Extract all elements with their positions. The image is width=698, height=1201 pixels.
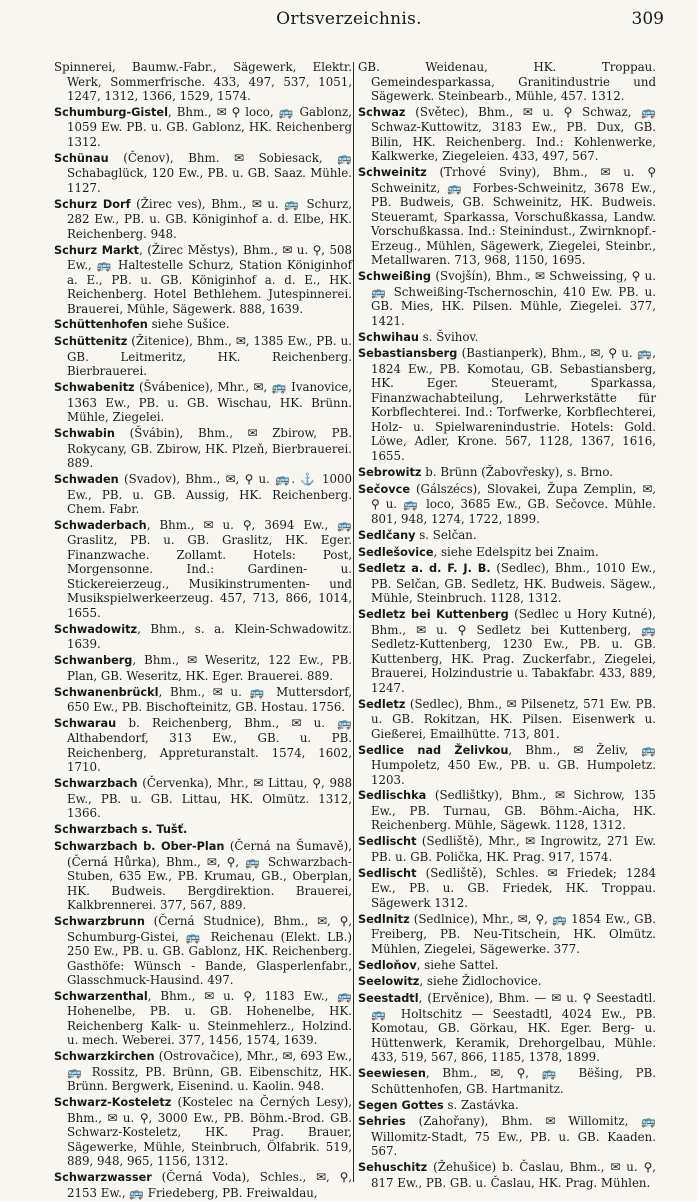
entry-text: , Bhm., ✉ u. ⚲, 1183 Ew., 🚌 Hohenelbe, PB. u. GB. Hohenelbe, HK. Reichenberg Kalk- u. Steinmehlerz., Holzind. u. mech. Weberei. 377, 1456, 1574, 1639. (67, 988, 352, 1048)
entry-place-name: Schüttenitz (54, 335, 128, 349)
directory-entry (358, 105, 656, 164)
entry-text: , Bhm., s. a. Klein-Schwadowitz. 1639. (67, 621, 352, 652)
directory-entry (54, 197, 352, 242)
entry-place-name: Schwarzbach (54, 777, 138, 791)
entry-place-name: Sedloňov (358, 958, 417, 972)
directory-entry (358, 465, 656, 481)
entry-place-name: Sedletz a. d. F. J. B. (358, 562, 491, 576)
entry-place-name: Schwarzwasser (54, 1171, 152, 1185)
entry-text: (Bastianperk), Bhm., ✉, ⚲ u. 🚌, 1824 Ew., PB. Komotau, GB. Sebastiansberg, HK. Eger. Steueramt, Sparkassa, Finanzwachabteilung, Lehrwerkstätte für Korbflechterei. Ind.: Torfwerke, Korbflechterei, Holz- u. Spielwarenindustrie. Hotels: Gold. Löwe, Adler, Krone. 567, 1128, 1367, 1616, 1655. (371, 346, 656, 463)
entry-place-name: Schwarzbach s. Tušť. (54, 823, 188, 837)
directory-entry (358, 165, 656, 268)
directory-entry (54, 989, 352, 1048)
entry-place-name: Schwarzbrunn (54, 915, 145, 929)
directory-entry (54, 1170, 352, 1200)
entry-text: , siehe Sattel. (416, 957, 499, 972)
directory-entry (54, 1095, 352, 1169)
entry-place-name: Sedlnitz (358, 912, 410, 926)
directory-entry (54, 60, 352, 104)
entry-text: (Sedliště), Mhr., ✉ Ingrowitz, 271 Ew. PB. u. GB. Polička, HK. Prag. 917, 1574. (371, 834, 656, 864)
entry-text: (Žehušice) b. Časlau, Bhm., ✉ u. ⚲, 817 Ew., PB. GB. u. Časlau, HK. Prag. Mühlen. (371, 1160, 656, 1190)
entry-place-name: Schwaden (54, 473, 119, 487)
entry-text: , Bhm., ✉, ⚲, 🚌 Bëšing, PB. Schüttenhofen, GB. Hartmanitz. (371, 1066, 656, 1096)
directory-entry (358, 561, 656, 606)
entry-place-name: Schwarzbach b. Ober-Plan (54, 840, 225, 854)
directory-entry (54, 334, 352, 379)
entry-place-name: Sedlice nad Želivkou (358, 743, 509, 757)
entry-text: , (Ervěnice), Bhm. — ✉ u. ⚲ Seestadtl. 🚌 Holtschitz — Seestadtl, 4024 Ew., PB. Komotau, GB. Görkau, HK. Eger. Berg- u. Hüttenwerk, Keramik, Drehorgelbau, Mühle. 433, 519, 567, 866, 1185, 1378, 1899. (371, 991, 656, 1065)
directory-entry (358, 912, 656, 957)
directory-entry (54, 105, 352, 150)
entry-place-name: Schwanenbrückl (54, 685, 159, 699)
directory-entry (358, 1114, 656, 1159)
entry-text: , Bhm., ✉ u. ⚲, 3694 Ew., 🚌 Graslitz, PB. u. GB. Graslitz, HK. Eger. Finanzwache. Zollamt. Hotels: Post, Morgensonne. Ind.: Gardinen- u. Stickereierzeug., Musikinstrumenten- und Musikspielwerkeerzeug. 457, 713, 866, 1014, 1655. (67, 517, 352, 620)
entry-place-name: Sedletz (358, 697, 406, 711)
directory-entry (54, 716, 352, 775)
entry-text: (Sedlnice), Mhr., ✉, ⚲, 🚌 1854 Ew., GB. Freiberg, PB. Neu-Titschein, HK. Olmütz. Mühlen, Ziegelei, Sägewerke. 377. (371, 911, 656, 956)
entry-text: s. Selčan. (415, 527, 477, 542)
entry-text: Spinnerei, Baumw.-Fabr., Sägewerk, Elektr. Werk, Sommerfrische. 433, 497, 537, 1051, 1247, 1312, 1366, 1529, 1574. (54, 60, 352, 103)
directory-entry (54, 380, 352, 425)
directory-entry (358, 607, 656, 695)
entry-text: , Bhm., ✉ Želiv, 🚌 Humpoletz, 450 Ew., PB. u. GB. Humpoletz. 1203. (371, 742, 656, 787)
entry-text: (Červenka), Mhr., ✉ Littau, ⚲, 988 Ew., PB. u. GB. Littau, HK. Olmütz. 1312, 1366. (67, 776, 352, 821)
directory-entry (54, 151, 352, 196)
directory-entry (358, 269, 656, 328)
directory-entry (54, 472, 352, 517)
entry-place-name: Seewiesen (358, 1067, 426, 1081)
entry-text: GB. Weidenau, HK. Troppau. Gemeindesparkassa, Granitindustrie und Sägewerk. Steinbearb., Mühle, 457. 1312. (358, 60, 656, 103)
right-column (358, 60, 656, 1192)
entry-place-name: Sedlischt (358, 866, 417, 880)
directory-entry (54, 317, 352, 333)
entry-place-name: Sehries (358, 1115, 406, 1129)
entry-text: (Zahořany), Bhm. ✉ Willomitz, 🚌 Willomitz-Stadt, 75 Ew., PB. u. GB. Kaaden. 567. (371, 1114, 656, 1159)
entry-place-name: Schwabin (54, 427, 115, 441)
entry-place-name: Sehuschitz (358, 1161, 428, 1175)
entry-text: (Černá na Šumavě), (Černá Hůrka), Bhm., ✉, ⚲, 🚌 Schwarzbach-Stuben, 635 Ew., PB. Krumau, GB., Oberplan, HK. Budweis. Bergdirektion. Brauerei, Kalkbrennerei. 377, 567, 889. (67, 839, 352, 913)
entry-place-name: Schwanberg (54, 654, 133, 668)
directory-entry (54, 914, 352, 988)
entry-text: (Sedlec), Bhm., 1010 Ew., PB. Selčan, GB. Sedletz, HK. Budweis. Sägew., Mühle, Steinbruch. 1128, 1312. (371, 561, 656, 606)
entry-place-name: Sedlčany (358, 528, 416, 542)
directory-entry (358, 743, 656, 788)
directory-entry (358, 1066, 656, 1096)
entry-place-name: Sedlischt (358, 835, 417, 849)
directory-entry (358, 60, 656, 104)
directory-entry (358, 346, 656, 463)
directory-entry (358, 697, 656, 742)
entry-place-name: Schwarzenthal (54, 989, 148, 1003)
entry-place-name: Schwaz (358, 105, 406, 119)
directory-entry (54, 243, 352, 317)
directory-entry (54, 776, 352, 821)
entry-text: s. Zastávka. (443, 1097, 519, 1112)
entry-text: (Svadov), Bhm., ✉, ⚲ u. 🚌. ⚓ 1000 Ew., PB. u. GB. Aussig, HK. Reichenberg. Chem. Fabr. (67, 472, 352, 517)
directory-entry (358, 974, 656, 990)
directory-entry (358, 866, 656, 911)
entry-place-name: Schwaderbach (54, 518, 147, 532)
directory-entry (54, 426, 352, 471)
directory-entry (358, 788, 656, 833)
directory-entry (358, 330, 656, 346)
entry-text: (Sedlec u Hory Kutné), Bhm., ✉ u. ⚲ Sedletz bei Kuttenberg, 🚌 Sedletz-Kuttenberg, 1230 Ew., PB. u. GB. Kuttenberg, HK. Prag. Zuckerfabr., Ziegelei, Brauerei, Holzindustrie u. Tabakfabr. 433, 889, 1247. (371, 607, 657, 695)
entry-place-name: Sebastiansberg (358, 347, 458, 361)
directory-entry (54, 685, 352, 715)
directory-entry (358, 482, 656, 527)
entry-place-name: Sečovce (358, 482, 410, 496)
entry-place-name: Schurz Markt (54, 243, 140, 257)
entry-text: (Svojšín), Bhm., ✉ Schweissing, ⚲ u. 🚌 Schweißing-Tschernoschin, 410 Ew. PB. u. GB. Mies, HK. Pilsen. Mühle, Ziegelei. 377, 1421. (371, 269, 656, 328)
column-divider (353, 62, 354, 1182)
entry-place-name: Schwabenitz (54, 381, 135, 395)
directory-entry (358, 1160, 656, 1190)
directory-entry (54, 518, 352, 621)
entry-place-name: Schwadowitz (54, 622, 138, 636)
entry-place-name: Schurz Dorf (54, 197, 131, 211)
directory-entry (54, 1049, 352, 1094)
entry-text: siehe Sušice. (147, 317, 230, 332)
entry-place-name: Seelowitz (358, 975, 420, 989)
entry-text: (Žitenice), Bhm., ✉, 1385 Ew., PB. u. GB. Leitmeritz, HK. Reichenberg. Bierbrauerei. (67, 334, 352, 379)
entry-text: (Žirec ves), Bhm., ✉ u. 🚌 Schurz, 282 Ew., PB. u. GB. Königinhof a. d. Elbe, HK. Reichenberg. 948. (67, 196, 352, 241)
entry-text: (Sedlec), Bhm., ✉ Pilsenetz, 571 Ew. PB. u. GB. Rokitzan, HK. Pilsen. Eisenwerk u. Gießerei, Emailhütte. 713, 801. (371, 696, 656, 741)
entry-text: , Bhm., ✉ u. 🚌 Muttersdorf, 650 Ew., PB. Bischofteinitz, GB. Hostau. 1756. (67, 684, 352, 715)
directory-entry (358, 958, 656, 974)
entry-text: , siehe Židlochovice. (419, 974, 542, 989)
entry-text: (Čenov), Bhm. ✉ Sobiesack, 🚌 Schabaglück, 120 Ew., PB. u. GB. Saaz. Mühle. 1127. (67, 150, 352, 195)
entry-text: (Sedliště), Schles. ✉ Friedek; 1284 Ew., PB. u. GB. Friedek, HK. Troppau. Sägewerk 1312. (371, 865, 656, 910)
entry-text: (Černá Studnice), Bhm., ✉, ⚲, Schumburg-Gistei, 🚌 Reichenau (Elekt. LB.) 250 Ew., PB. u. GB. Gablonz, HK. Reichenberg. Gasthöfe: Wünsch - Bande, Glasperlenfabr., Glasschmuck-Hausind. 497. (67, 914, 352, 988)
entry-text: , Bhm., ✉ Weseritz, 122 Ew., PB. Plan, GB. Weseritz, HK. Eger. Brauerei. 889. (67, 653, 352, 683)
directory-entry (358, 528, 656, 544)
entry-place-name: Schwarz-Kosteletz (54, 1096, 172, 1110)
entry-place-name: Sebrowitz (358, 465, 422, 479)
directory-entry (358, 1098, 656, 1114)
directory-entry (54, 822, 352, 838)
entry-text: b. Reichenberg, Bhm., ✉ u. 🚌 Althabendorf, 313 Ew., GB. u. PB. Reichenberg, Appreturanstalt. 1574, 1602, 1710. (67, 715, 352, 775)
entry-text: , Bhm., ✉ ⚲ loco, 🚌 Gablonz, 1059 Ew. PB. u. GB. Gablonz, HK. Reichenberg 1312. (67, 104, 352, 149)
entry-text: (Černá Voda), Schles., ✉, ⚲, 2153 Ew., 🚌 Friedeberg, PB. Freiwaldau, (67, 1170, 352, 1200)
page-number: 309 (631, 9, 664, 29)
directory-entry (54, 653, 352, 683)
left-column (54, 60, 352, 1201)
entry-place-name: Seestadtl (358, 992, 419, 1006)
entry-place-name: Schünau (54, 151, 109, 165)
entry-text: (Sedlištky), Bhm., ✉ Sichrow, 135 Ew., PB. Turnau, GB. Böhm.-Aicha, HK. Reichenberg. Mühle, Sägewk. 1128, 1312. (371, 788, 656, 833)
directory-entry (358, 834, 656, 864)
entry-text: (Ostrovačice), Mhr., ✉, 693 Ew., 🚌 Rossitz, PB. Brünn, GB. Eibenschitz, HK. Brünn. Bergwerk, Eisenind. u. Kaolin. 948. (67, 1049, 352, 1094)
entry-text: s. Švihov. (418, 329, 479, 344)
directory-entry (358, 545, 656, 561)
entry-place-name: Schweißing (358, 270, 431, 284)
directory-entry (358, 991, 656, 1065)
entry-place-name: Segen Gottes (358, 1098, 444, 1112)
entry-text: (Trhové Sviny), Bhm., ✉ u. ⚲ Schweinitz, 🚌 Forbes-Schweinitz, 3678 Ew., PB. Budweis, GB. Schweinitz, HK. Budweis. Steueramt, Sparkassa, Vorschußkassa, Landw. Vorschußkassa. Ind.: Steinindust., Zwirnknopf.-Erzeug., Mühlen, Sägewerk, Ziegelei, Steinbr., Metallwaren. 713, 968, 1150, 1695. (371, 165, 656, 268)
entry-text: (Švábenice), Mhr., ✉, 🚌 Ivanovice, 1363 Ew., PB. u. GB. Wischau, HK. Brünn. Mühle, Ziegelei. (67, 380, 352, 425)
entry-place-name: Sedlischka (358, 789, 427, 803)
entry-place-name: Schwarau (54, 716, 117, 730)
entry-text: (Švábin), Bhm., ✉ Zbirow, PB. Rokycany, GB. Zbirow, HK. Plzeň, Bierbrauerei. 889. (67, 426, 352, 471)
entry-place-name: Sedlešovice (358, 545, 434, 559)
entry-text: b. Brünn (Žabovřesky), s. Brno. (421, 464, 614, 479)
entry-text: , (Žirec Městys), Bhm., ✉ u. ⚲, 508 Ew., 🚌 Haltestelle Schurz, Station Königinhof a. E., PB. u. GB. Königinhof a. d. E., HK. Reichenberg. Hotel Bethlehem. Jutespinnerei. Brauerei, Mühle, Sägewerk. 888, 1639. (67, 242, 352, 316)
entry-text: (Kostelec na Černých Lesy), Bhm., ✉ u. ⚲, 3000 Ew., PB. Böhm.-Brod. GB. Schwarz-Kosteletz, HK. Prag. Brauer, Sägewerke, Mühle, Steinbruch, Ölfabrik. 519, 889, 948, 965, 1156, 1312. (67, 1095, 352, 1169)
entry-text: (Gálszécs), Slovakei, Župa Zemplin, ✉, ⚲ u. 🚌 loco, 3685 Ew., GB. Sečovce. Mühle. 801, 948, 1274, 1722, 1899. (371, 481, 656, 526)
entry-place-name: Schweinitz (358, 166, 427, 180)
directory-entry (54, 622, 352, 652)
entry-place-name: Schumburg-Gistel (54, 105, 168, 119)
running-title: Ortsverzeichnis. (276, 9, 422, 29)
directory-entry (54, 839, 352, 913)
entry-place-name: Schüttenhofen (54, 318, 148, 332)
entry-text: (Světec), Bhm., ✉ u. ⚲ Schwaz, 🚌 Schwaz-Kuttowitz, 3183 Ew., PB. Dux, GB. Bilin, HK. Reichenberg. Ind.: Kohlenwerke, Kalkwerke, Ziegeleien. 433, 497, 567. (371, 104, 656, 164)
entry-place-name: Sedletz bei Kuttenberg (358, 608, 509, 622)
entry-place-name: Schwihau (358, 330, 419, 344)
entry-text: , siehe Edelspitz bei Znaim. (433, 544, 599, 559)
page-header (0, 0, 698, 44)
entry-place-name: Schwarzkirchen (54, 1050, 155, 1064)
